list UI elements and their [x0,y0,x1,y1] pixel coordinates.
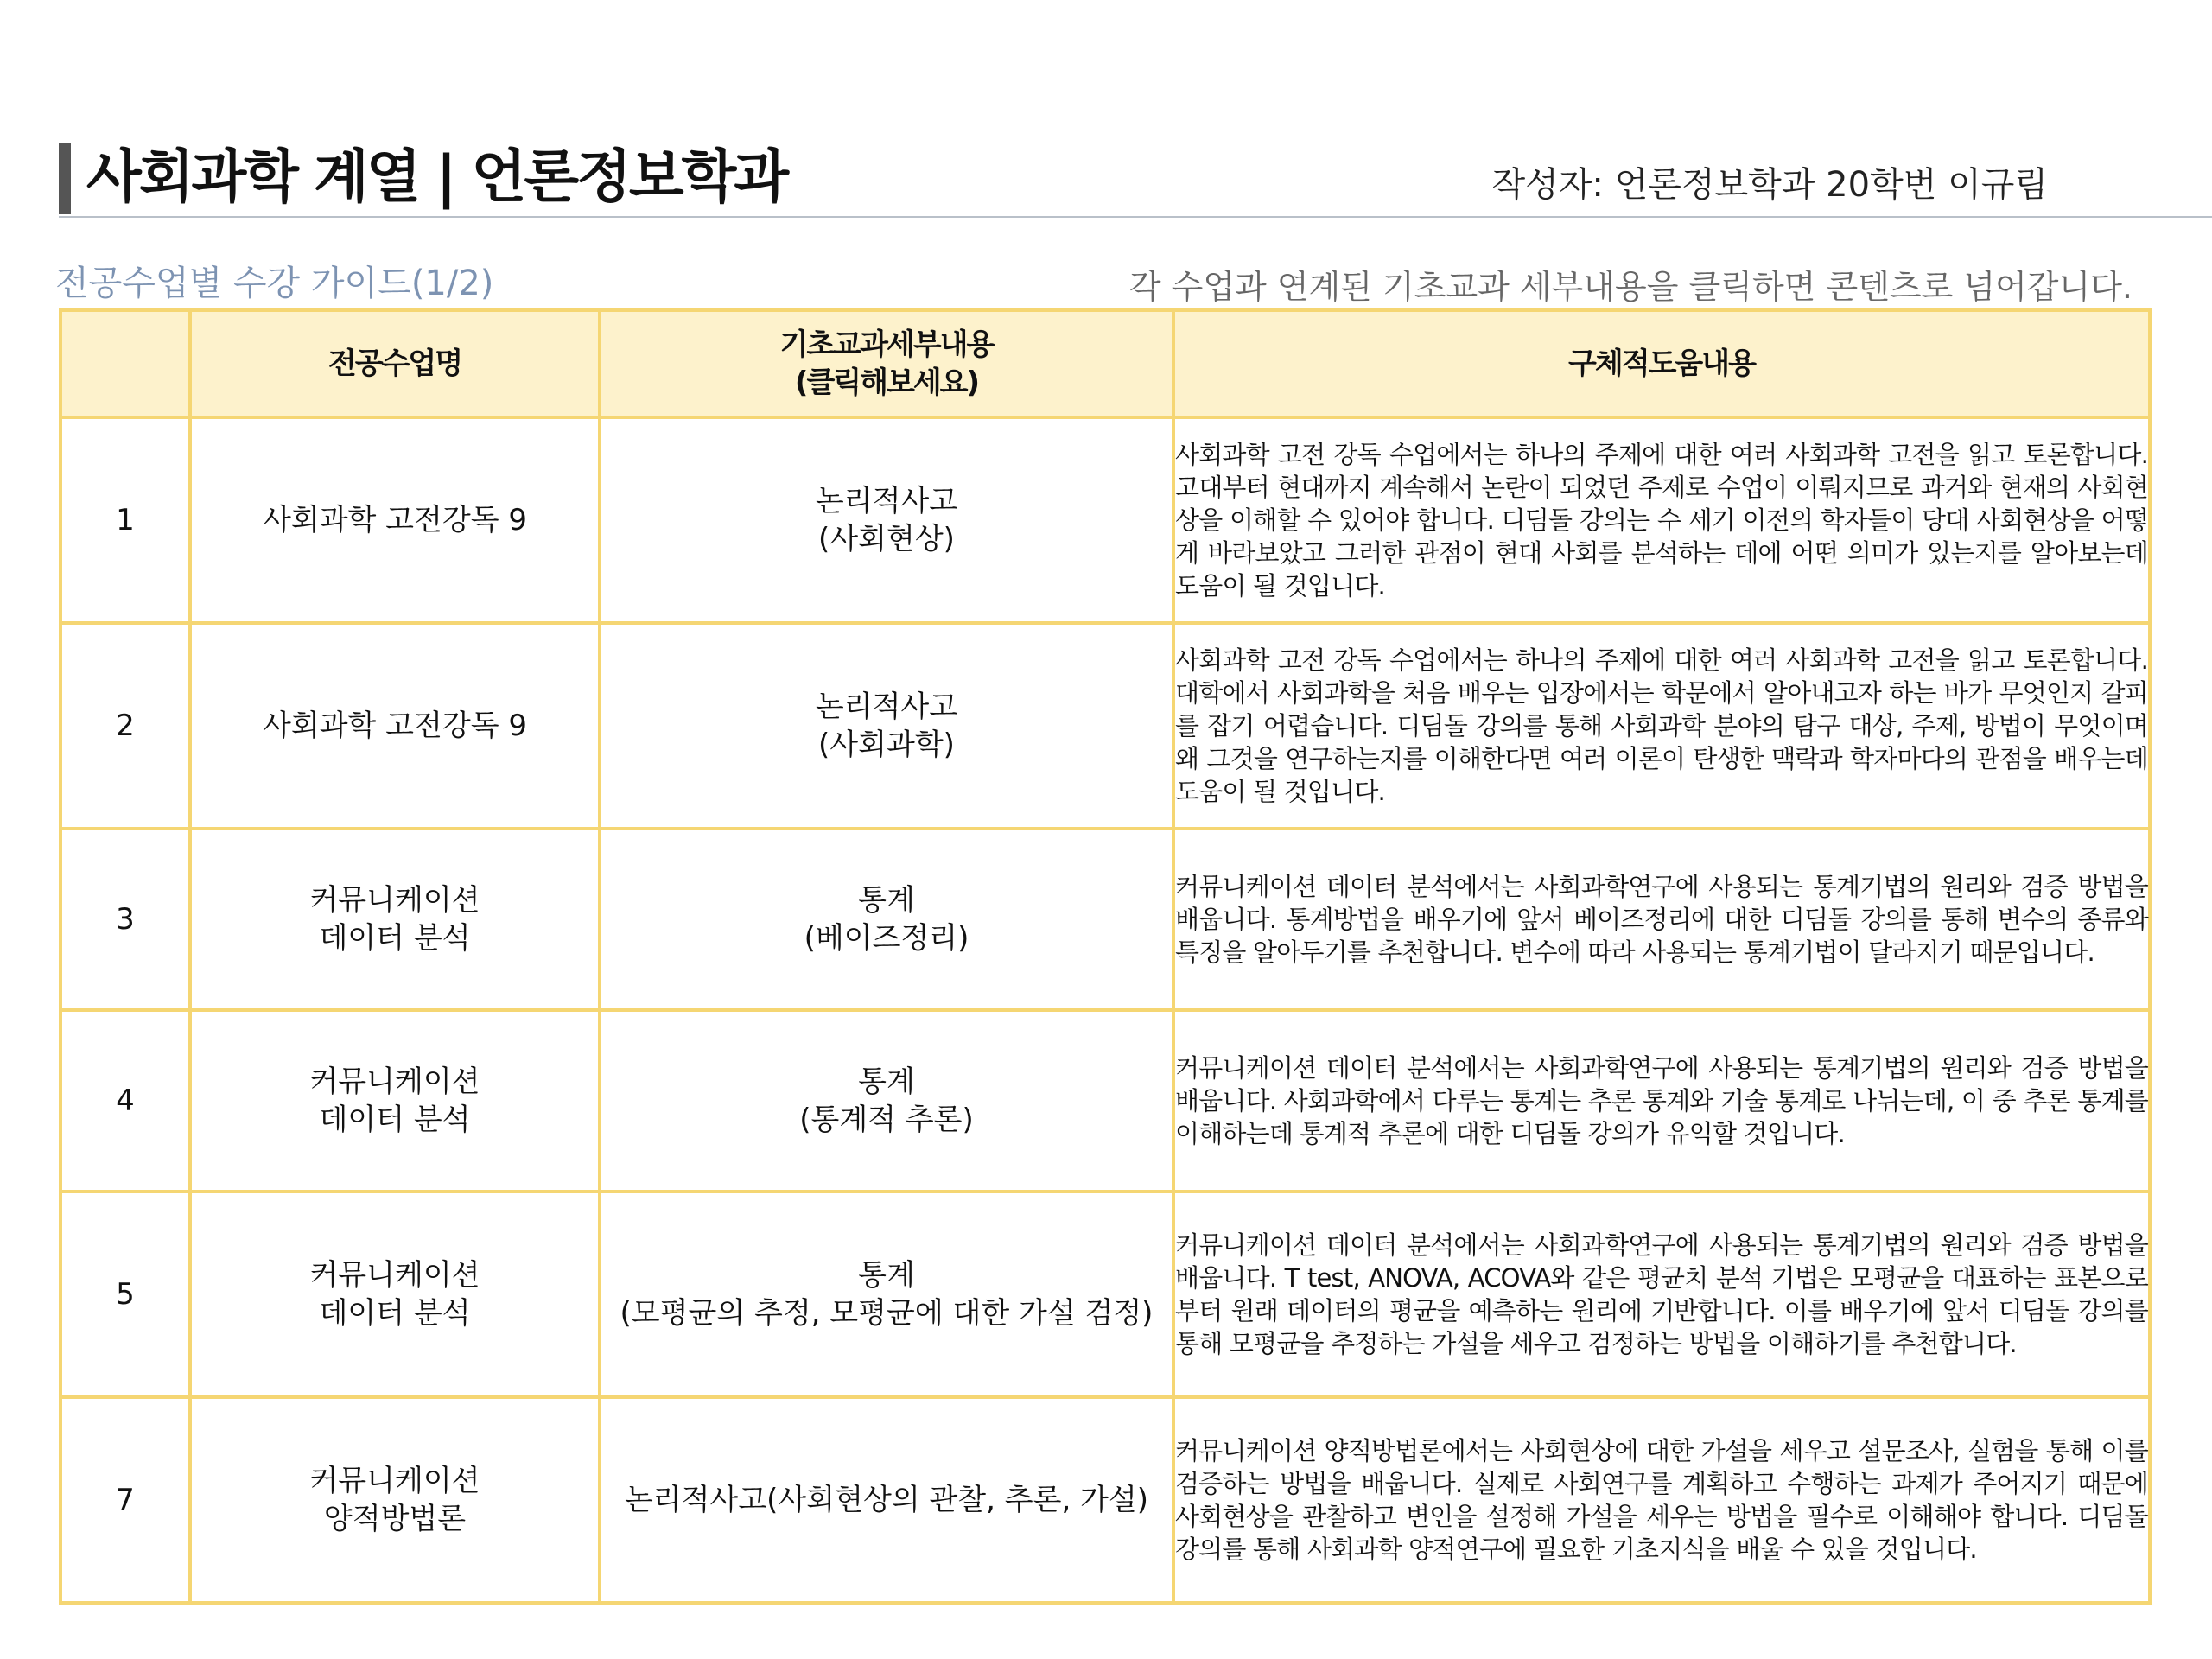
course-name: 사회과학 고전강독 9 [190,417,600,623]
basic-content-link-text[interactable]: 논리적사고 (사회과학) [815,690,958,762]
basic-content-link-text[interactable]: 통계 (모평균의 추정, 모평균에 대한 가설 검정) [620,1258,1154,1331]
row-number: 5 [60,1192,190,1397]
course-guide-table [59,308,2152,1605]
basic-content-link[interactable] [600,623,1173,829]
header-course: 전공수업명 [190,310,600,417]
row-number: 7 [60,1397,190,1603]
click-instruction: 각 수업과 연계된 기초교과 세부내용을 클릭하면 콘텐츠로 넘어갑니다. [1128,268,2133,306]
basic-content-link-text[interactable]: 논리적사고(사회현상의 관찰, 추론, 가설) [624,1483,1149,1517]
table-row [60,1010,2150,1192]
header-number [60,310,190,417]
detail-text: 사회과학 고전 강독 수업에서는 하나의 주제에 대한 여러 사회과학 고전을 읽고 토론합니다. 대학에서 사회과학을 처음 배우는 입장에서는 학문에서 알아내고자 하는 바가 무엇인지 갈피를 잡기 어렵습니다. 디딤돌 강의를 통해 사회과학 분야의 탐구 대상, 주제, 방법이 무엇이며 왜 그것을 연구하는지를 이해한다면 여러 이론이 탄생한 맥락과 학자마다의 관점을 배우는데 도움이 될 것입니다. [1173,623,2150,829]
header-divider [59,216,2212,218]
detail-text: 커뮤니케이션 데이터 분석에서는 사회과학연구에 사용되는 통계기법의 원리와 검증 방법을 배웁니다. 사회과학에서 다루는 통계는 추론 통계와 기술 통계로 나뉘는데, 이 중 추론 통계를 이해하는데 통계적 추론에 대한 디딤돌 강의가 유익할 것입니다. [1173,1010,2150,1192]
course-name: 커뮤니케이션 데이터 분석 [190,829,600,1010]
detail-text: 커뮤니케이션 양적방법론에서는 사회현상에 대한 가설을 세우고 설문조사, 실험을 통해 이를 검증하는 방법을 배웁니다. 실제로 사회연구를 계획하고 수행하는 과제가 주어지기 때문에 사회현상을 관찰하고 변인을 설정해 가설을 세우는 방법을 필수로 이해해야 합니다. 디딤돌 강의를 통해 사회과학 양적연구에 필요한 기초지식을 배울 수 있을 것입니다. [1173,1397,2150,1603]
course-name: 사회과학 고전강독 9 [190,623,600,829]
page-title: 사회과학 계열 | 언론정보학과 [86,143,787,210]
detail-text: 커뮤니케이션 데이터 분석에서는 사회과학연구에 사용되는 통계기법의 원리와 검증 방법을 배웁니다. T test, ANOVA, ACOVA와 같은 평균치 분석 기법은 모평균을 대표하는 표본으로부터 원래 데이터의 평균을 예측하는 원리에 기반합니다. 이를 배우기에 앞서 디딤돌 강의를 통해 모평균을 추정하는 가설을 세우고 검정하는 방법을 이해하기를 추천합니다. [1173,1192,2150,1397]
course-name: 커뮤니케이션 양적방법론 [190,1397,600,1603]
basic-content-link[interactable] [600,829,1173,1010]
table-row [60,417,2150,623]
header-basic-line1: 기초교과세부내용 [779,327,994,362]
row-number: 3 [60,829,190,1010]
detail-text: 사회과학 고전 강독 수업에서는 하나의 주제에 대한 여러 사회과학 고전을 읽고 토론합니다. 고대부터 현대까지 계속해서 논란이 되었던 주제로 수업이 이뤄지므로 과거와 현재의 사회현상을 이해할 수 있어야 합니다. 디딤돌 강의는 수 세기 이전의 학자들이 당대 사회현상을 어떻게 바라보았고 그러한 관점이 현대 사회를 분석하는 데에 어떤 의미가 있는지를 알아보는데 도움이 될 것입니다. [1173,417,2150,623]
basic-content-link-text[interactable]: 통계 (베이즈정리) [804,883,969,956]
basic-content-link-text[interactable]: 통계 (통계적 추론) [799,1065,974,1137]
detail-text: 커뮤니케이션 데이터 분석에서는 사회과학연구에 사용되는 통계기법의 원리와 검증 방법을 배웁니다. 통계방법을 배우기에 앞서 베이즈정리에 대한 디딤돌 강의를 통해 변수의 종류와 특징을 알아두기를 추천합니다. 변수에 따라 사용되는 통계기법이 달라지기 때문입니다. [1173,829,2150,1010]
basic-content-link[interactable] [600,1192,1173,1397]
table-row [60,1397,2150,1603]
header-basic-line2: (클릭해보세요) [794,365,979,400]
table-row [60,829,2150,1010]
table-row [60,623,2150,829]
table-header-row [60,310,2150,417]
basic-content-link[interactable] [600,417,1173,623]
table-row [60,1192,2150,1397]
section-subtitle: 전공수업별 수강 가이드(1/2) [55,264,494,303]
row-number: 4 [60,1010,190,1192]
course-name: 커뮤니케이션 데이터 분석 [190,1010,600,1192]
row-number: 1 [60,417,190,623]
basic-content-link-text[interactable]: 논리적사고 (사회현상) [815,484,958,556]
title-accent-bar [59,143,71,214]
author-label: 작성자: 언론정보학과 20학번 이규림 [1491,165,2048,205]
basic-content-link[interactable] [600,1397,1173,1603]
row-number: 2 [60,623,190,829]
header-basic [600,310,1173,417]
basic-content-link[interactable] [600,1010,1173,1192]
header-detail: 구체적도움내용 [1173,310,2150,417]
course-name: 커뮤니케이션 데이터 분석 [190,1192,600,1397]
